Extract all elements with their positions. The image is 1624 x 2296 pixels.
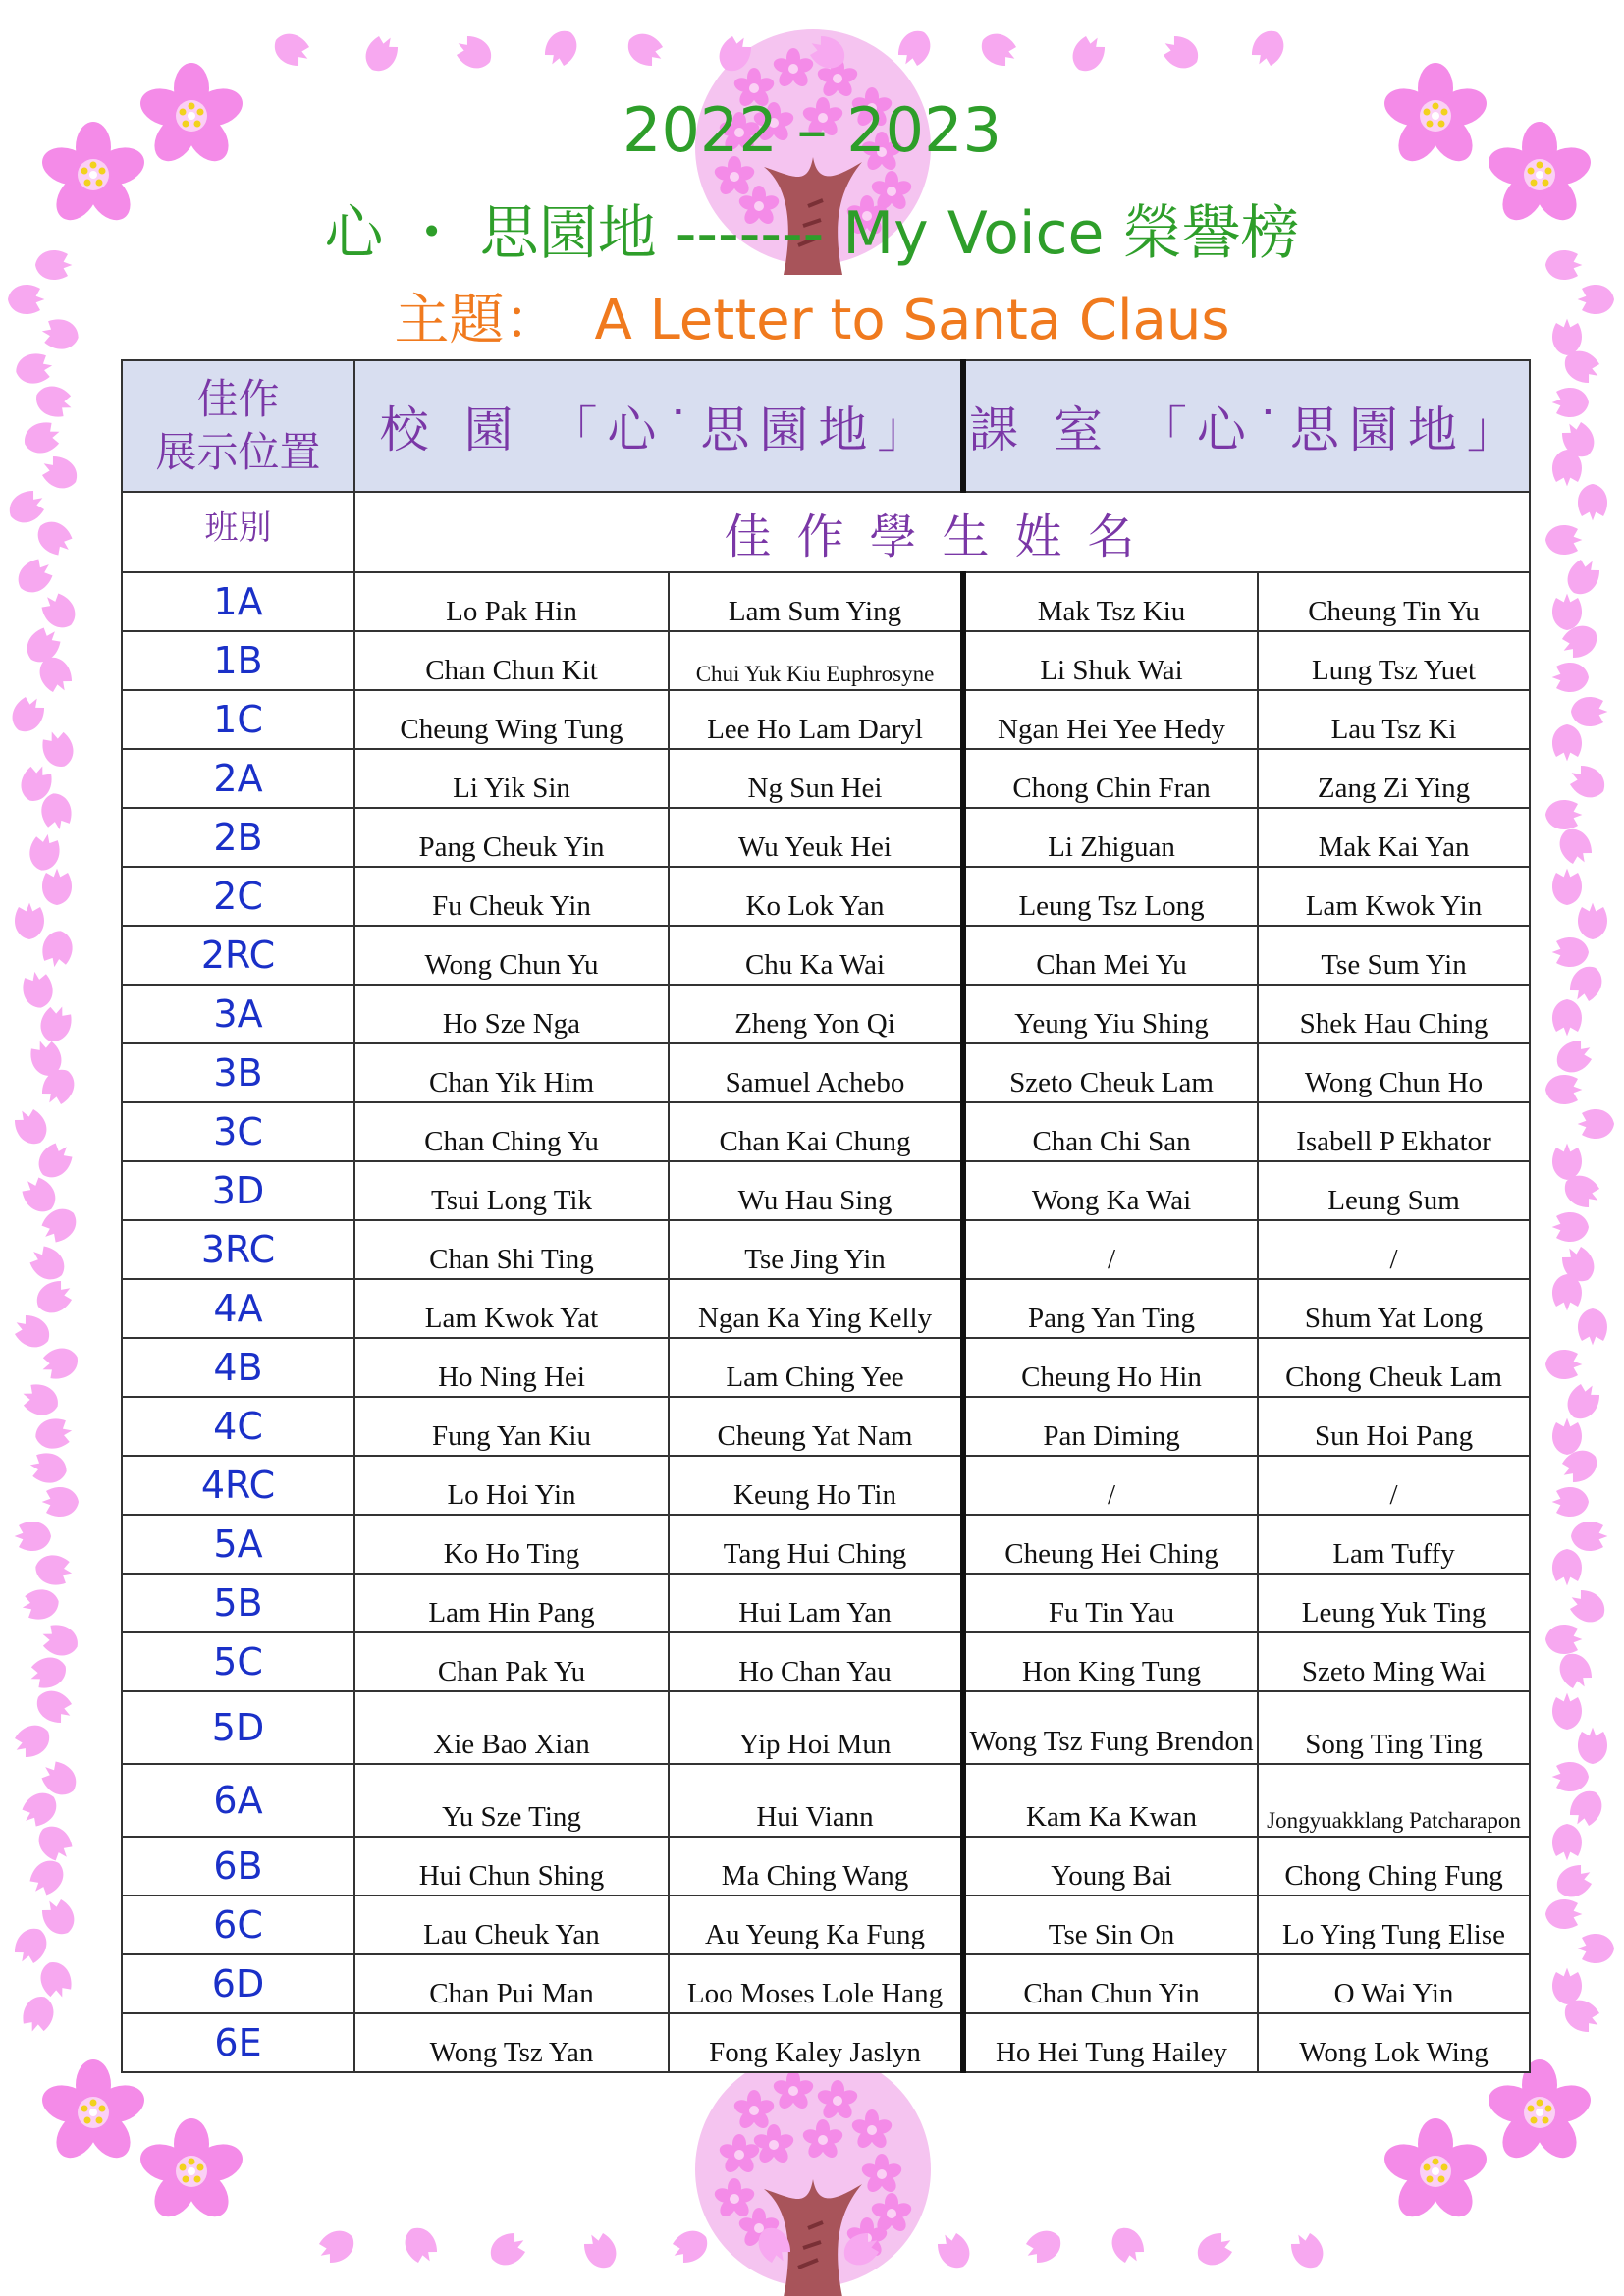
student-name-cell: Chan Pui Man <box>354 1954 669 2013</box>
sakura-petal-icon <box>399 2221 443 2268</box>
sakura-petal-icon <box>1552 1549 1582 1585</box>
display-position-header <box>122 360 354 492</box>
class-cell: 1A <box>122 572 354 631</box>
sakura-petal-icon <box>1552 1693 1582 1730</box>
student-name-cell: Lam Kwok Yin <box>1258 867 1530 926</box>
student-name-cell: Fong Kaley Jaslyn <box>669 2013 963 2072</box>
table-row <box>122 1954 1530 2013</box>
sakura-petal-icon <box>1552 1212 1589 1242</box>
sakura-petal-icon <box>1561 554 1605 600</box>
student-name-cell: Zheng Yon Qi <box>669 985 963 1043</box>
sakura-petal-icon <box>1571 697 1607 726</box>
class-cell: 6E <box>122 2013 354 2072</box>
student-name-cell: Li Yik Sin <box>354 749 669 808</box>
sakura-petal-icon <box>1550 1859 1597 1903</box>
student-name-cell: Xie Bao Xian <box>354 1691 669 1764</box>
sakura-petal-icon <box>9 1103 53 1149</box>
student-name-cell: Ng Sun Hei <box>669 749 963 808</box>
class-header: 班別 <box>122 492 354 572</box>
table-row <box>122 1896 1530 1954</box>
student-name-cell: Szeto Ming Wai <box>1258 1632 1530 1691</box>
student-name-cell: Lee Ho Lam Daryl <box>669 690 963 749</box>
table-row <box>122 985 1530 1043</box>
student-name-cell: Young Bai <box>963 1837 1258 1896</box>
student-name-cell: Cheung Ho Hin <box>963 1338 1258 1397</box>
sakura-petal-icon <box>37 1621 81 1661</box>
table-row <box>122 1043 1530 1102</box>
student-name-cell: Leung Sum <box>1258 1161 1530 1220</box>
sakura-petal-icon <box>578 2227 623 2273</box>
sakura-petal-icon <box>9 1922 53 1968</box>
sakura-petal-icon <box>1561 1378 1605 1424</box>
class-cell: 6A <box>122 1764 354 1837</box>
class-cell: 1B <box>122 631 354 690</box>
sakura-petal-icon <box>33 1416 75 1452</box>
sakura-petal-icon <box>31 514 79 561</box>
student-name-cell: Lam Hin Pang <box>354 1574 669 1632</box>
sakura-petal-icon <box>932 2227 976 2273</box>
sakura-petal-icon <box>1552 1144 1582 1180</box>
student-name-cell: Lo Hoi Yin <box>354 1456 669 1515</box>
student-name-cell: Yeung Yiu Shing <box>963 985 1258 1043</box>
student-name-cell: Hon King Tung <box>963 1632 1258 1691</box>
sakura-petal-icon <box>1285 2227 1329 2273</box>
sakura-petal-icon <box>26 1652 70 1692</box>
class-cell: 6D <box>122 1954 354 2013</box>
sakura-petal-icon <box>1553 1647 1597 1693</box>
student-name-cell: Lam Sum Ying <box>669 572 963 631</box>
student-name-cell: Wu Hau Sing <box>669 1161 963 1220</box>
sakura-petal-icon <box>15 903 44 939</box>
sakura-petal-icon <box>1545 525 1582 555</box>
sakura-petal-icon <box>20 418 64 458</box>
student-name-cell: Ngan Ka Ying Kelly <box>669 1279 963 1338</box>
sakura-petal-icon <box>30 1275 77 1319</box>
student-name-cell: Ho Sze Nga <box>354 985 669 1043</box>
student-name-cell: Leung Yuk Ting <box>1258 1574 1530 1632</box>
student-name-cell: Lam Kwok Yat <box>354 1279 669 1338</box>
sakura-petal-icon <box>25 1241 72 1287</box>
topic-title: A Letter to Santa Claus <box>594 289 1230 352</box>
sakura-petal-icon <box>36 451 82 495</box>
student-name-cell: Tsui Long Tik <box>354 1161 669 1220</box>
table-row <box>122 631 1530 690</box>
student-name-cell: Chan Ching Yu <box>354 1102 669 1161</box>
table-row <box>122 1691 1530 1764</box>
sakura-petal-icon <box>1550 1035 1597 1079</box>
student-name-cell: Samuel Achebo <box>669 1043 963 1102</box>
sakura-petal-icon <box>31 381 76 421</box>
sakura-petal-icon <box>27 831 62 873</box>
sakura-petal-icon <box>12 554 59 600</box>
topic-label: 主題： <box>394 289 560 352</box>
class-cell: 5A <box>122 1515 354 1574</box>
student-name-cell: Cheung Hei Ching <box>963 1515 1258 1574</box>
student-name-cell: Ma Ching Wang <box>669 1837 963 1896</box>
table-row <box>122 1574 1530 1632</box>
sakura-petal-icon <box>1552 937 1589 967</box>
student-name-cell: Loo Moses Lole Hang <box>669 1954 963 2013</box>
student-name-cell: Lam Ching Yee <box>669 1338 963 1397</box>
sakura-petal-icon <box>1553 823 1597 869</box>
sakura-petal-icon <box>35 1001 76 1045</box>
sakura-petal-icon <box>1246 25 1290 71</box>
table-row <box>122 1515 1530 1574</box>
student-name-cell: Wong Tsz Yan <box>354 2013 669 2072</box>
sakura-petal-icon <box>31 1820 78 1867</box>
class-cell: 4C <box>122 1397 354 1456</box>
cherry-tree-bottom-icon <box>695 2052 931 2296</box>
student-names-header: 佳作學生姓名 <box>354 492 1530 572</box>
student-name-cell: Chui Yuk Kiu Euphrosyne <box>669 631 963 690</box>
student-name-cell: Cheung Wing Tung <box>354 690 669 749</box>
sakura-petal-icon <box>975 27 1021 72</box>
student-name-cell: Chong Ching Fung <box>1258 1837 1530 1896</box>
student-name-cell: Song Ting Ting <box>1258 1691 1530 1764</box>
student-name-cell: Cheung Tin Yu <box>1258 572 1530 631</box>
sakura-petal-icon <box>1578 1728 1607 1764</box>
student-name-cell: Ngan Hei Yee Hedy <box>963 690 1258 749</box>
class-cell: 4RC <box>122 1456 354 1515</box>
student-name-cell: Yu Sze Ting <box>354 1764 669 1837</box>
class-cell: 2A <box>122 749 354 808</box>
table-row <box>122 1837 1530 1896</box>
student-name-cell: Lam Tuffy <box>1258 1515 1530 1574</box>
class-cell: 1C <box>122 690 354 749</box>
class-cell: 3A <box>122 985 354 1043</box>
display-position-line2: 展示位置 <box>155 428 321 476</box>
student-name-cell: Shum Yat Long <box>1258 1279 1530 1338</box>
student-name-cell: / <box>963 1456 1258 1515</box>
class-cell: 2C <box>122 867 354 926</box>
student-name-cell: Wong Tsz Fung Brendon <box>963 1691 1258 1764</box>
sakura-petal-icon <box>1578 1934 1614 1963</box>
student-name-cell: Chan Pak Yu <box>354 1632 669 1691</box>
table-row <box>122 867 1530 926</box>
sakura-petal-icon <box>1578 1308 1607 1345</box>
sakura-petal-icon <box>1552 1762 1589 1791</box>
student-name-cell: Ho Ning Hei <box>354 1338 669 1397</box>
classroom-zone-header: 課 室 「心˙思園地」 <box>963 360 1530 492</box>
student-name-cell: Leung Tsz Long <box>963 867 1258 926</box>
student-name-cell: Wong Ka Wai <box>963 1161 1258 1220</box>
sakura-petal-icon <box>539 25 583 71</box>
sakura-petal-icon <box>30 1684 77 1729</box>
sakura-petal-icon <box>1552 869 1582 905</box>
student-name-cell: Fu Tin Yau <box>963 1574 1258 1632</box>
sakura-petal-icon <box>37 1343 81 1383</box>
class-cell: 3RC <box>122 1220 354 1279</box>
class-cell: 4B <box>122 1338 354 1397</box>
class-cell: 4A <box>122 1279 354 1338</box>
sakura-petal-icon <box>3 485 49 529</box>
table-row <box>122 1764 1530 1837</box>
student-name-cell: Ho Hei Tung Hailey <box>963 2013 1258 2072</box>
sakura-petal-icon <box>33 1552 75 1587</box>
student-name-cell: Lo Pak Hin <box>354 572 669 631</box>
student-name-cell: Shek Hau Ching <box>1258 985 1530 1043</box>
table-row <box>122 690 1530 749</box>
sakura-petal-icon <box>14 351 55 387</box>
table-row <box>122 572 1530 631</box>
sakura-petal-icon <box>622 27 668 72</box>
student-name-cell: Chu Ka Wai <box>669 926 963 985</box>
table-row <box>122 1220 1530 1279</box>
sakura-petal-icon <box>38 726 79 771</box>
sakura-petal-icon <box>1552 594 1582 630</box>
student-name-cell: Lung Tsz Yuet <box>1258 631 1530 690</box>
sakura-petal-icon <box>1191 2227 1237 2271</box>
student-name-cell: Lau Tsz Ki <box>1258 690 1530 749</box>
sakura-petal-icon <box>1552 663 1589 692</box>
student-name-cell: Sun Hoi Pang <box>1258 1397 1530 1456</box>
sakura-petal-icon <box>6 691 50 737</box>
student-name-cell: Kam Ka Kwan <box>963 1764 1258 1837</box>
class-cell: 2B <box>122 808 354 867</box>
sakura-petal-icon <box>1571 1522 1607 1551</box>
student-name-cell: Mak Kai Yan <box>1258 808 1530 867</box>
class-cell: 6B <box>122 1837 354 1896</box>
table-row <box>122 926 1530 985</box>
student-name-cell: Chong Chin Fran <box>963 749 1258 808</box>
student-name-cell: Li Zhiguan <box>963 808 1258 867</box>
sakura-petal-icon <box>313 2224 359 2269</box>
class-cell: 3D <box>122 1161 354 1220</box>
student-name-cell: Fu Cheuk Yin <box>354 867 669 926</box>
student-name-cell: Chan Chi San <box>963 1102 1258 1161</box>
sakura-petal-icon <box>268 27 314 72</box>
sakura-petal-icon <box>15 1522 51 1551</box>
table-row <box>122 1279 1530 1338</box>
sakura-petal-icon <box>42 869 72 905</box>
student-name-cell: Chan Shi Ting <box>354 1220 669 1279</box>
student-name-cell: Ko Lok Yan <box>669 867 963 926</box>
student-name-cell: O Wai Yin <box>1258 1954 1530 2013</box>
sakura-petal-icon <box>1545 1350 1582 1379</box>
sakura-petal-icon <box>1578 484 1607 520</box>
sakura-petal-icon <box>1552 1968 1582 2004</box>
sakura-petal-icon <box>1552 1418 1582 1455</box>
sakura-petal-icon <box>1578 903 1607 939</box>
sakura-petal-icon <box>31 1138 78 1185</box>
table-row <box>122 2013 1530 2072</box>
student-name-cell: Isabell P Ekhator <box>1258 1102 1530 1161</box>
sakura-petal-icon <box>1106 2221 1150 2268</box>
student-name-cell: Ho Chan Yau <box>669 1632 963 1691</box>
sakura-petal-icon <box>1552 724 1582 761</box>
sakura-petal-icon <box>1578 1109 1614 1139</box>
table-row <box>122 1161 1530 1220</box>
sakura-petal-icon <box>1564 760 1610 804</box>
class-cell: 5D <box>122 1691 354 1764</box>
student-name-cell: Cheung Yat Nam <box>669 1397 963 1456</box>
student-name-cell: Jongyuakklang Patcharapon <box>1258 1764 1530 1837</box>
student-name-cell: / <box>1258 1456 1530 1515</box>
student-name-cell: Chan Mei Yu <box>963 926 1258 985</box>
sakura-petal-icon <box>1545 1899 1582 1929</box>
student-name-cell: / <box>963 1220 1258 1279</box>
student-name-cell: Fung Yan Kiu <box>354 1397 669 1456</box>
student-name-cell: / <box>1258 1220 1530 1279</box>
sakura-petal-icon <box>1158 30 1204 75</box>
class-cell: 5B <box>122 1574 354 1632</box>
student-name-cell: Hui Lam Yan <box>669 1574 963 1632</box>
sakura-petal-icon <box>1564 960 1608 1006</box>
board-title: 心 ・ 思園地 ------- My Voice 榮譽榜 <box>324 199 1300 268</box>
student-name-cell: Chan Yik Him <box>354 1043 669 1102</box>
student-name-cell: Chan Chun Kit <box>354 631 669 690</box>
student-name-cell: Pang Yan Ting <box>963 1279 1258 1338</box>
student-name-cell: Hui Chun Shing <box>354 1837 669 1896</box>
student-name-cell: Lau Cheuk Yan <box>354 1896 669 1954</box>
sakura-petal-icon <box>27 1451 69 1486</box>
student-name-cell: Wong Lok Wing <box>1258 2013 1530 2072</box>
sakura-petal-icon <box>1545 800 1582 829</box>
sakura-petal-icon <box>1545 1625 1582 1654</box>
student-name-cell: Ko Ho Ting <box>354 1515 669 1574</box>
student-name-cell: Tang Hui Ching <box>669 1515 963 1574</box>
student-name-cell: Wong Chun Ho <box>1258 1043 1530 1102</box>
table-row <box>122 1397 1530 1456</box>
student-name-cell: Szeto Cheuk Lam <box>963 1043 1258 1102</box>
student-name-cell: Wu Yeuk Hei <box>669 808 963 867</box>
student-name-cell: Au Yeung Ka Fung <box>669 1896 963 1954</box>
student-name-cell: Tse Sin On <box>963 1896 1258 1954</box>
table-row <box>122 1102 1530 1161</box>
student-name-cell: Hui Viann <box>669 1764 963 1837</box>
display-position-line1: 佳作 <box>196 375 280 423</box>
sakura-petal-icon <box>36 588 82 635</box>
sakura-petal-icon <box>35 1957 76 2002</box>
sakura-petal-icon <box>40 929 76 970</box>
sakura-petal-icon <box>484 2227 530 2271</box>
sakura-petal-icon <box>21 969 56 1010</box>
class-cell: 3C <box>122 1102 354 1161</box>
student-name-cell: Mak Tsz Kiu <box>963 572 1258 631</box>
sakura-petal-icon <box>9 1309 55 1354</box>
sakura-petal-icon <box>1552 1487 1589 1517</box>
sakura-petal-icon <box>1564 1584 1610 1629</box>
sakura-petal-icon <box>38 791 74 832</box>
sakura-petal-icon <box>451 30 497 75</box>
student-name-cell: Chong Cheuk Lam <box>1258 1338 1530 1397</box>
table-row <box>122 1632 1530 1691</box>
sakura-petal-icon <box>20 1586 61 1622</box>
honour-roll-table <box>121 359 1531 2073</box>
sakura-petal-icon <box>1545 1075 1582 1104</box>
student-name-cell: Pan Diming <box>963 1397 1258 1456</box>
sakura-petal-icon <box>1552 388 1589 417</box>
student-name-cell: Zang Zi Ying <box>1258 749 1530 808</box>
campus-zone-header: 校 園 「心˙思園地」 <box>354 360 963 492</box>
student-name-cell: Lo Ying Tung Elise <box>1258 1896 1530 1954</box>
sakura-petal-icon <box>9 1719 55 1763</box>
sakura-petal-icon <box>667 2224 713 2269</box>
student-name-cell: Li Shuk Wai <box>963 631 1258 690</box>
class-cell: 5C <box>122 1632 354 1691</box>
student-name-cell: Tse Sum Yin <box>1258 926 1530 985</box>
sakura-petal-icon <box>1552 1824 1582 1860</box>
sakura-petal-icon <box>893 25 937 71</box>
sakura-petal-icon <box>1066 30 1110 77</box>
sakura-petal-icon <box>1020 2224 1066 2269</box>
table-row <box>122 808 1530 867</box>
student-name-cell: Wong Chun Yu <box>354 926 669 985</box>
table-row <box>122 1456 1530 1515</box>
sakura-petal-icon <box>359 30 404 77</box>
student-name-cell: Keung Ho Tin <box>669 1456 963 1515</box>
student-name-cell: Pang Cheuk Yin <box>354 808 669 867</box>
topic-line <box>0 277 1624 355</box>
student-name-cell: Yip Hoi Mun <box>669 1691 963 1764</box>
class-cell: 2RC <box>122 926 354 985</box>
table-row <box>122 749 1530 808</box>
sakura-petal-icon <box>42 1487 79 1517</box>
sakura-petal-icon <box>19 1992 59 2036</box>
class-cell: 3B <box>122 1043 354 1102</box>
sakura-petal-icon <box>1564 1785 1608 1831</box>
table-row <box>122 1338 1530 1397</box>
student-name-cell: Tse Jing Yin <box>669 1220 963 1279</box>
header-row-zones <box>122 360 1530 492</box>
student-name-cell: Chan Chun Yin <box>963 1954 1258 2013</box>
school-year: 2022 – 2023 <box>623 94 1001 166</box>
student-name-cell: Chan Kai Chung <box>669 1102 963 1161</box>
sakura-petal-icon <box>1552 999 1582 1036</box>
sakura-petal-icon <box>25 1854 71 1901</box>
header-row-names <box>122 492 1530 572</box>
class-cell: 6C <box>122 1896 354 1954</box>
sakura-petal-icon <box>18 1380 62 1420</box>
